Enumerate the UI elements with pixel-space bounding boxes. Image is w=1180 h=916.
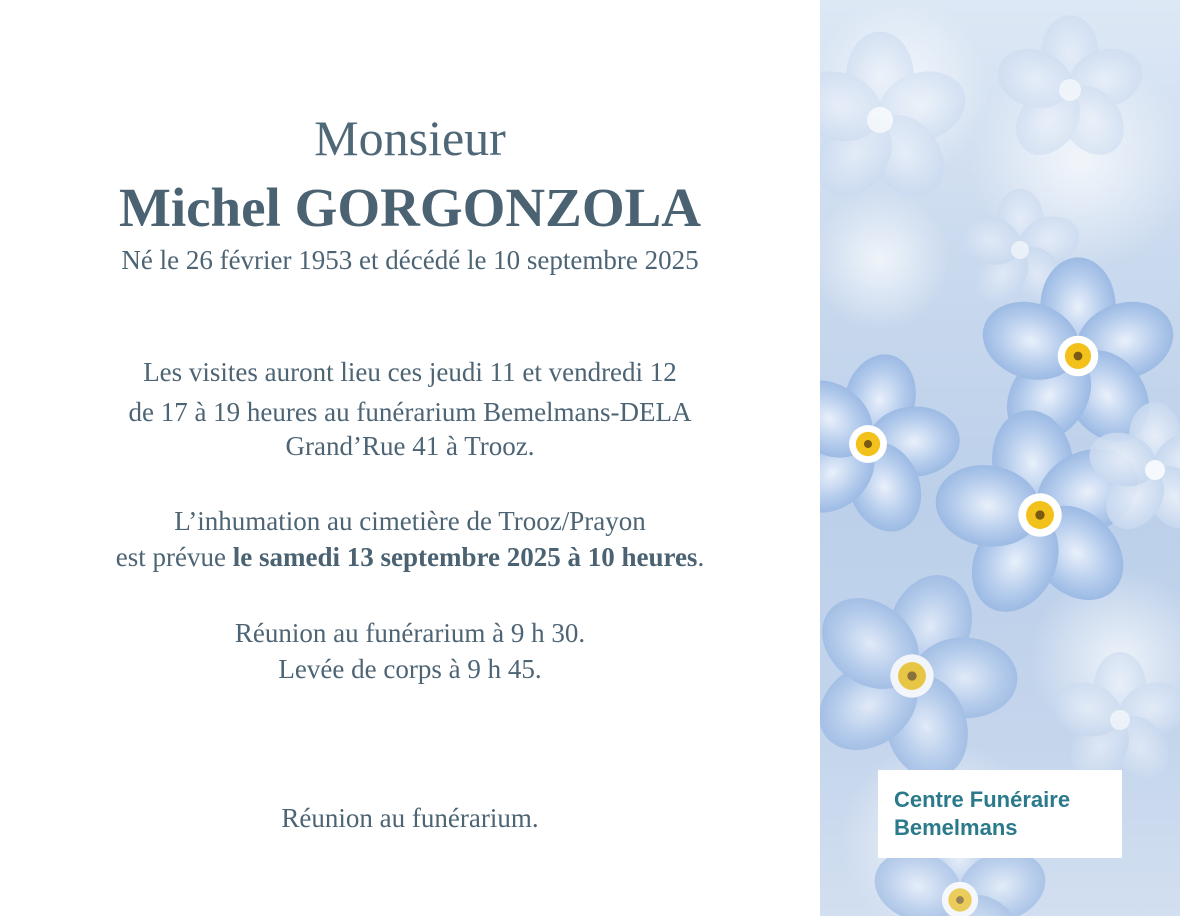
honorific: Monsieur: [314, 110, 506, 166]
burial-line-1: L’inhumation au cimetière de Trooz/Prayon: [174, 506, 646, 536]
life-dates: Né le 26 février 1953 et décédé le 10 septembre 2025: [121, 245, 699, 275]
visits-line-2: de 17 à 19 heures au funérarium Bemelmans-DELA: [128, 397, 692, 427]
deceased-name: Michel GORGONZOLA: [118, 177, 702, 238]
logo-line-1: Centre Funéraire: [894, 787, 1071, 812]
visits-line-1: Les visites auront lieu ces jeudi 11 et vendredi 12: [143, 357, 677, 387]
burial-prefix: est prévue: [115, 542, 233, 572]
visits-line-3: Grand’Rue 41 à Trooz.: [285, 431, 535, 461]
burial-suffix: .: [697, 542, 705, 572]
meeting-line-1: Réunion au funérarium à 9 h 30.: [234, 618, 586, 648]
meeting-line-2: Levée de corps à 9 h 45.: [278, 654, 542, 684]
burial-line-2: [0, 539, 820, 575]
funeral-home-logo: [878, 770, 1122, 858]
closing-line: Réunion au funérarium.: [281, 803, 539, 833]
logo-line-2: Bemelmans: [894, 815, 1018, 840]
burial-date: le samedi 13 septembre 2025 à 10 heures: [232, 542, 698, 572]
